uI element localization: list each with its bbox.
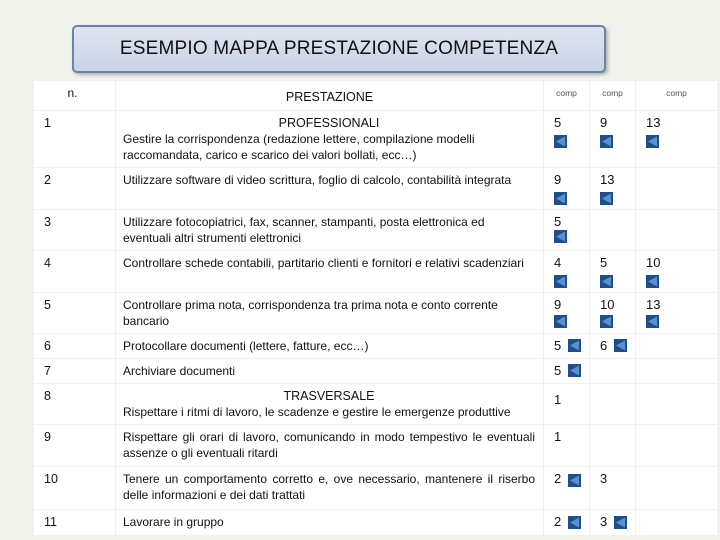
- row-description: [116, 384, 544, 425]
- comp-cell-3: [636, 334, 718, 359]
- table-row: [34, 384, 718, 425]
- nav-arrow-icon[interactable]: [568, 474, 581, 487]
- comp-value: 6: [600, 338, 608, 353]
- table-row: [34, 334, 718, 359]
- table-row: [34, 168, 718, 210]
- row-number: 7: [34, 359, 116, 384]
- table-header-row: [34, 81, 718, 111]
- comp-value: 13: [646, 115, 661, 130]
- comp-value: 5: [600, 255, 608, 270]
- comp-cell-3: [636, 359, 718, 384]
- row-description: Utilizzare software di video scrittura, foglio di calcolo, contabilità integrata: [116, 168, 544, 210]
- comp-cell-2: [590, 293, 636, 334]
- comp-cell-1: [544, 210, 590, 251]
- comp-cell-2: [590, 467, 636, 510]
- nav-arrow-icon[interactable]: [646, 315, 659, 328]
- nav-arrow-icon[interactable]: [600, 135, 613, 148]
- comp-cell-3: [636, 425, 718, 467]
- comp-cell-1: [544, 425, 590, 467]
- comp-value: 5: [554, 363, 562, 378]
- comp-cell-1: [544, 384, 590, 425]
- comp-value: 5: [554, 214, 562, 229]
- nav-arrow-icon[interactable]: [568, 339, 581, 352]
- header-n: n.: [34, 81, 116, 111]
- comp-value: 4: [554, 255, 562, 270]
- comp-cell-2: [590, 384, 636, 425]
- comp-value: 3: [600, 514, 608, 529]
- comp-cell-2: [590, 510, 636, 536]
- header-comp-1: comp: [544, 81, 590, 111]
- comp-cell-1: [544, 510, 590, 536]
- row-number: 10: [34, 467, 116, 510]
- comp-value: 2: [554, 514, 562, 529]
- comp-cell-2: [590, 251, 636, 293]
- nav-arrow-icon[interactable]: [554, 230, 567, 243]
- comp-value: 13: [646, 297, 661, 312]
- nav-arrow-icon[interactable]: [614, 339, 627, 352]
- comp-cell-2: [590, 425, 636, 467]
- comp-value: 3: [600, 471, 608, 486]
- row-number: 9: [34, 425, 116, 467]
- comp-cell-2: [590, 168, 636, 210]
- row-number: 11: [34, 510, 116, 536]
- comp-value: 10: [600, 297, 615, 312]
- comp-cell-3: [636, 293, 718, 334]
- row-number: 8: [34, 384, 116, 425]
- row-text: Gestire la corrispondenza (redazione lettere, compilazione modelli raccomandata, carico e scarico dei valori bollati, ecc…): [123, 132, 475, 162]
- comp-cell-2: [590, 334, 636, 359]
- nav-arrow-icon[interactable]: [554, 135, 567, 148]
- row-description: Controllare schede contabili, partitario clienti e fornitori e relativi scadenziari: [116, 251, 544, 293]
- row-number: 3: [34, 210, 116, 251]
- comp-cell-3: [636, 210, 718, 251]
- row-text: Rispettare i ritmi di lavoro, le scadenze e gestire le emergenze produttive: [123, 405, 511, 419]
- comp-cell-1: [544, 111, 590, 168]
- nav-arrow-icon[interactable]: [600, 192, 613, 205]
- row-description: Utilizzare fotocopiatrici, fax, scanner, stampanti, posta elettronica ed eventuali altri strumenti elettronici: [116, 210, 544, 251]
- comp-cell-3: [636, 467, 718, 510]
- competence-table: [33, 80, 718, 536]
- comp-cell-1: [544, 251, 590, 293]
- comp-value: 13: [600, 172, 615, 187]
- comp-cell-2: [590, 210, 636, 251]
- table-row: [34, 293, 718, 334]
- comp-value: 5: [554, 115, 562, 130]
- section-label-professionali: PROFESSIONALI: [278, 116, 380, 130]
- table-row: [34, 251, 718, 293]
- row-number: 1: [34, 111, 116, 168]
- comp-value: 10: [646, 255, 661, 270]
- nav-arrow-icon[interactable]: [554, 275, 567, 288]
- nav-arrow-icon[interactable]: [614, 516, 627, 529]
- row-description: Archiviare documenti: [116, 359, 544, 384]
- nav-arrow-icon[interactable]: [600, 315, 613, 328]
- comp-value: 9: [554, 172, 562, 187]
- row-description: Rispettare gli orari di lavoro, comunicando in modo tempestivo le eventuali assenze o gli eventuali ritardi: [116, 425, 544, 467]
- comp-cell-1: [544, 334, 590, 359]
- nav-arrow-icon[interactable]: [568, 516, 581, 529]
- comp-cell-1: [544, 467, 590, 510]
- section-label-trasversale: TRASVERSALE: [283, 389, 375, 403]
- row-number: 2: [34, 168, 116, 210]
- nav-arrow-icon[interactable]: [568, 364, 581, 377]
- nav-arrow-icon[interactable]: [600, 275, 613, 288]
- comp-cell-2: [590, 111, 636, 168]
- row-number: 5: [34, 293, 116, 334]
- row-description: [116, 111, 544, 168]
- page-title: ESEMPIO MAPPA PRESTAZIONE COMPETENZA: [119, 38, 559, 59]
- table-row: [34, 510, 718, 536]
- comp-cell-1: [544, 168, 590, 210]
- comp-cell-3: [636, 251, 718, 293]
- header-comp-3: comp: [636, 81, 718, 111]
- table-row: [34, 111, 718, 168]
- row-number: 4: [34, 251, 116, 293]
- comp-cell-3: [636, 111, 718, 168]
- row-description: Lavorare in gruppo: [116, 510, 544, 536]
- title-box: [72, 25, 606, 73]
- nav-arrow-icon[interactable]: [554, 192, 567, 205]
- comp-cell-1: [544, 359, 590, 384]
- comp-value: 9: [554, 297, 562, 312]
- header-prestazione: PRESTAZIONE: [116, 81, 544, 111]
- row-number: 6: [34, 334, 116, 359]
- row-description: Controllare prima nota, corrispondenza tra prima nota e conto corrente bancario: [116, 293, 544, 334]
- comp-value: 1: [554, 429, 562, 444]
- comp-value: 2: [554, 471, 562, 486]
- table-row: [34, 210, 718, 251]
- comp-cell-3: [636, 510, 718, 536]
- nav-arrow-icon[interactable]: [646, 275, 659, 288]
- table-row: [34, 467, 718, 510]
- comp-value: 1: [554, 392, 562, 407]
- table-row: [34, 359, 718, 384]
- nav-arrow-icon[interactable]: [554, 315, 567, 328]
- comp-cell-1: [544, 293, 590, 334]
- row-description: Protocollare documenti (lettere, fatture, ecc…): [116, 334, 544, 359]
- header-comp-2: comp: [590, 81, 636, 111]
- comp-cell-3: [636, 384, 718, 425]
- nav-arrow-icon[interactable]: [646, 135, 659, 148]
- comp-value: 9: [600, 115, 608, 130]
- table-row: [34, 425, 718, 467]
- comp-cell-2: [590, 359, 636, 384]
- comp-cell-3: [636, 168, 718, 210]
- comp-value: 5: [554, 338, 562, 353]
- row-description: Tenere un comportamento corretto e, ove necessario, mantenere il riserbo delle informazioni e dei dati trattati: [116, 467, 544, 510]
